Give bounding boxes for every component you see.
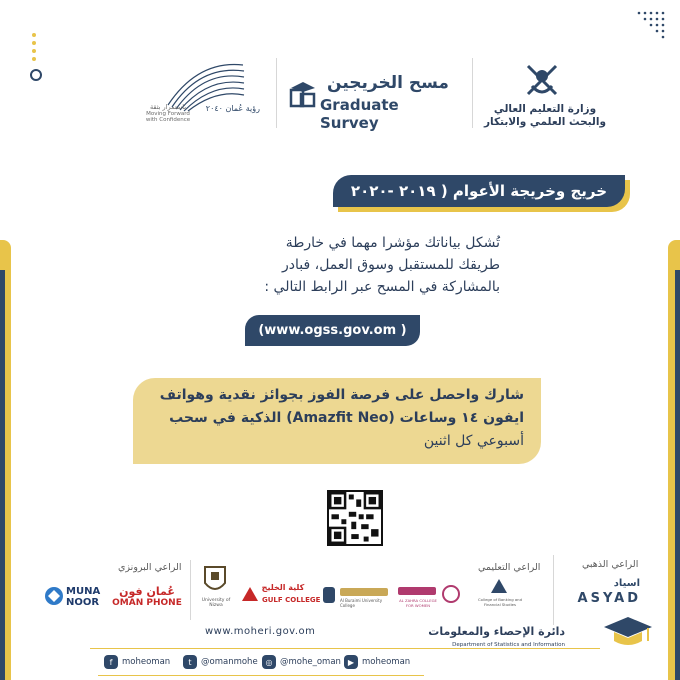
survey-link[interactable]: (www.ogss.gov.om ): [245, 315, 420, 346]
al-buraimi-name: Al Buraimi University College: [340, 598, 383, 608]
ministry-name: [480, 103, 610, 129]
vision-title: رؤية عُمان ٢٠٤٠: [205, 104, 260, 113]
intro-line-2: طريقك للمستقبل وسوق العمل، فبادر: [282, 257, 500, 273]
dots-grid-decor: [636, 10, 670, 44]
instagram-icon: ◎: [262, 655, 276, 669]
al-buraimi-mark: [340, 588, 388, 596]
al-zahra-name: AL ZAHRA COLLEGE FOR WOMEN: [399, 598, 437, 608]
instagram-handle: @mohe_oman: [280, 657, 341, 667]
oman-phone-ar: عُمان فون: [119, 585, 175, 598]
vision-tagline-en2: with Confidence: [145, 117, 191, 123]
social-facebook[interactable]: [104, 655, 170, 669]
footer-dept-ar: دائرة الإحصاء والمعلومات: [428, 625, 565, 638]
vision-tagline-en1: Moving Forward: [146, 111, 190, 117]
muna-noor-icon: [44, 586, 64, 606]
survey-title-en: Graduate Survey: [320, 96, 399, 132]
youtube-icon: ▶: [344, 655, 358, 669]
graduation-cap-icon: [600, 615, 656, 651]
divider: [553, 555, 554, 625]
muna-noor-line2: NOOR: [66, 597, 100, 608]
banking-college-name: College of Banking and Financial Studies: [478, 597, 522, 607]
divider: [190, 560, 191, 620]
intro-paragraph: [190, 232, 500, 298]
footer-dept-en: Department of Statistics and Information: [452, 642, 565, 648]
asyad-logo-ar: اسياد: [613, 578, 640, 589]
left-decor-bar-dark: [0, 270, 5, 680]
divider: [472, 58, 473, 128]
survey-title-ar: مسح الخريجين: [327, 73, 449, 93]
gulf-college-icon: [240, 585, 260, 603]
qr-code-icon[interactable]: [327, 490, 383, 546]
al-zahra-mark: [398, 587, 436, 595]
facebook-icon: f: [104, 655, 118, 669]
social-youtube[interactable]: [344, 655, 410, 669]
footer-top-rule: [90, 648, 600, 649]
gulf-college-ar: كلية الخليج: [261, 583, 305, 592]
survey-logo-icon: [289, 80, 317, 110]
muna-noor-line1: MUNA: [66, 586, 101, 597]
vision-tagline-ar: باستمرار بثقة: [149, 103, 187, 111]
al-buraimi-icon: [322, 586, 336, 604]
university-nizwa-name: University of Nizwa: [201, 598, 231, 608]
university-nizwa-icon: [203, 565, 227, 595]
twitter-handle: @omanmohe: [201, 657, 258, 667]
banking-college-icon: [490, 578, 508, 594]
ministry-emblem-icon: [520, 58, 564, 102]
footer-url[interactable]: www.moheri.gov.om: [205, 626, 316, 637]
ministry-line2: والبحث العلمي والابتكار: [483, 116, 607, 128]
prize-line-1: شارك واحصل على فرصة الفوز بجوائز نقدية وهواتف: [159, 387, 524, 403]
prize-text: [150, 384, 524, 453]
footer-social-rule: [98, 675, 424, 676]
right-decor-bar-dark: [675, 270, 680, 680]
intro-line-3: بالمشاركة في المسح عبر الرابط التالي :: [264, 279, 500, 295]
headline: خريج وخريجة الأعوام ( ٢٠١٩ -٢٠٢٠ -٢٠٢١ ): [333, 175, 625, 207]
youtube-handle: moheoman: [362, 657, 411, 667]
ministry-line1: وزارة التعليم العالي: [493, 103, 597, 115]
gold-sponsor-label: الراعي الذهبي: [582, 559, 639, 570]
prize-line-2: ايفون ١٤ وساعات (Amazfit Neo) الذكية في سحب: [169, 410, 524, 426]
divider: [276, 58, 277, 128]
al-zahra-icon: [442, 585, 460, 603]
intro-line-1: تُشكل بياناتك مؤشرا مهما في خارطة: [285, 235, 500, 251]
facebook-handle: moheoman: [122, 657, 171, 667]
prize-line-3: أسبوعي كل اثنين: [423, 433, 524, 449]
education-sponsor-label: الراعي التعليمي: [478, 562, 541, 573]
gulf-college-en: GULF COLLEGE: [262, 596, 321, 604]
bronze-sponsor-label: الراعي البرونزي: [118, 562, 182, 573]
twitter-icon: t: [183, 655, 197, 669]
oman-phone-en: OMAN PHONE: [112, 598, 182, 608]
asyad-logo-en: ASYAD: [577, 591, 641, 606]
social-instagram[interactable]: [262, 655, 341, 669]
social-twitter[interactable]: [183, 655, 258, 669]
dots-decor-left: [32, 33, 42, 81]
